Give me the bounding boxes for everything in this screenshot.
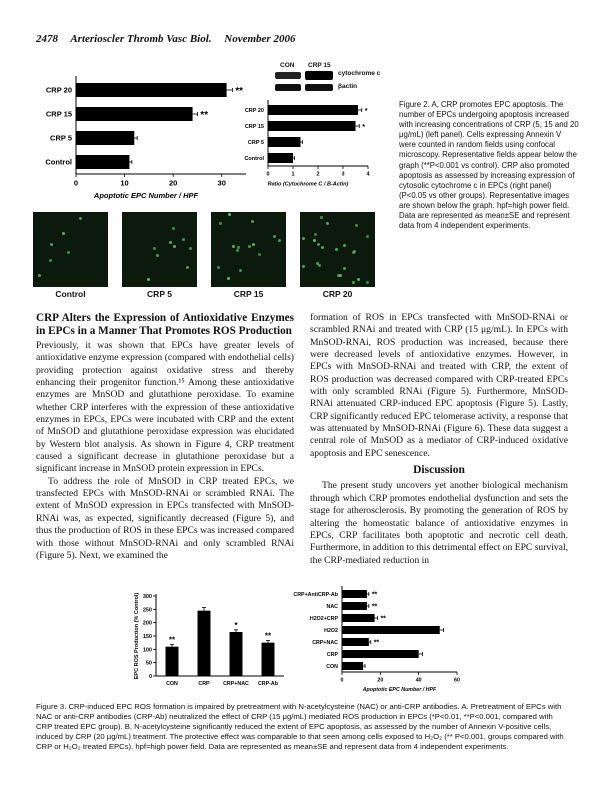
cell-dot (326, 222, 329, 225)
bar (166, 647, 179, 676)
blot-band-label: βactin (338, 83, 358, 90)
significance-marker: ** (371, 591, 378, 599)
significance-marker: ** (380, 615, 386, 623)
cell-dot (217, 266, 220, 269)
x-tick-label: 2 (316, 171, 320, 178)
x-tick-label: 40 (415, 677, 422, 684)
bar (342, 614, 375, 622)
cell-dot (169, 241, 172, 244)
bar (76, 155, 129, 169)
cell-dot (38, 274, 41, 277)
blot-band (305, 84, 333, 91)
issue-date: November 2006 (224, 33, 296, 45)
cell-dot (337, 274, 340, 277)
micrograph-label: Control (55, 289, 86, 299)
cell-dot (67, 251, 70, 254)
y-tick-label: 300 (142, 594, 152, 600)
x-tick-label: 4 (366, 171, 370, 178)
y-tick-label: 0 (148, 674, 152, 680)
cell-dot (313, 239, 316, 242)
category-label: CRP+AntiCRP-Ab (293, 591, 338, 598)
cell-dot (335, 248, 338, 251)
bar (76, 131, 134, 145)
x-axis-label: Apoptotic EPC Number / HPF (93, 190, 199, 200)
significance-marker: * (234, 620, 238, 630)
blot-band (305, 71, 333, 80)
western-blot (272, 62, 397, 98)
cell-dot (252, 243, 255, 246)
figure3-panel-b-chart (285, 586, 470, 700)
cell-dot (302, 237, 305, 240)
x-tick-label: 60 (454, 677, 460, 684)
y-axis-label: EPC ROS Production (% Control) (134, 592, 140, 680)
category-label: CRP 15 (244, 123, 264, 130)
cell-dot (189, 247, 192, 250)
y-tick-label: 200 (142, 620, 152, 627)
cell-dot (153, 247, 156, 250)
cell-dot (232, 245, 235, 248)
cell-dot (156, 254, 159, 257)
cell-dot (228, 213, 231, 216)
bar (198, 611, 211, 676)
cell-dot (352, 281, 355, 284)
cell-dot (172, 227, 175, 230)
cell-dot (343, 267, 346, 270)
paragraph: To address the role of MnSOD in CRP treated EPCs, we transfected EPCs with MnSOD-RNAi or scrambled RNAi. The extent of MnSOD expression in EPCs transfected with MnSOD-RNAi was, as expected, significantly decreased (Figure 5), and thus the production of ROS in these EPCs was increased compared with those without MnSOD-RNAi and only scrambled RNAi (Figure 5). Next, we examined the (36, 475, 294, 561)
figure2-panel-b-chart (235, 98, 395, 208)
cell-dot (314, 233, 317, 236)
cell-dot (366, 281, 369, 284)
cell-dot (237, 246, 240, 249)
significance-marker: ** (371, 603, 378, 611)
cell-dot (258, 253, 261, 256)
micrograph-crp15 (211, 212, 286, 287)
category-label: H2O2+CRP (309, 615, 338, 622)
micrograph-control (33, 212, 108, 287)
x-tick-label: CRP-Ab (257, 681, 279, 687)
category-label: CON (326, 663, 338, 670)
bar (268, 153, 293, 163)
category-label: CRP 20 (244, 107, 264, 114)
significance-marker: ** (200, 109, 209, 121)
x-tick-label: 30 (217, 178, 226, 188)
cell-dot (182, 238, 185, 241)
x-tick-label: 20 (168, 178, 178, 188)
bar (342, 602, 367, 610)
micrograph-label: CRP 5 (147, 289, 172, 299)
bar (76, 107, 193, 121)
cell-dot (236, 249, 239, 252)
y-tick-label: 50 (145, 660, 152, 667)
significance-marker: * (364, 106, 368, 115)
paragraph: Previously, it was shown that EPCs have greater levels of antioxidative enzyme expression (compared with endothelial cells) providing protection against oxidative stress and thereby enhancing their progenitor function.¹⁵ Among these antioxidative enzymes are MnSOD and glutathione peroxidase. To examine whether CRP interferes with the expression of these antioxidative enzymes in EPCs, EPCs were incubated with CRP and the extent of MnSOD and glutathione peroxidase expression was elucidated by Western blot analysis. As shown in Figure 4, CRP treatment caused a significant decrease in glutathione peroxidase but a significant increase in MnSOD protein expression in EPCs. (36, 340, 294, 475)
running-head (36, 33, 305, 45)
x-axis-label: Apoptotic EPC Number / HPF (362, 687, 437, 694)
micrograph-crp20 (300, 212, 375, 287)
journal-name: Arterioscler Thromb Vasc Biol. (70, 33, 212, 45)
micrograph-crp5 (122, 212, 197, 287)
bar (268, 121, 356, 131)
bar (342, 590, 367, 598)
significance-marker: * (362, 122, 366, 131)
x-tick-label: 1 (291, 171, 295, 178)
cell-dot (219, 222, 222, 225)
category-label: CRP+NAC (312, 639, 338, 646)
significance-marker: ** (264, 631, 272, 641)
cell-dot (50, 243, 53, 246)
category-label: CRP 20 (45, 85, 72, 95)
category-label: CRP 5 (50, 133, 72, 143)
cell-dot (49, 259, 52, 262)
micrograph-label: CRP 20 (322, 289, 353, 299)
paragraph: formation of ROS in EPCs transfected with MnSOD-RNAi or scrambled RNAi and treated with CRP (15 μg/mL). In EPCs with MnSOD-RNAi, ROS production was increased, because there were decreased levels of antioxidative enzymes. However, in EPCs with MnSOD-RNAi and treated with CRP, the extent of ROS production was decreased compared with CRP-treated EPCs with only scrambled RNAi (Figure 5). Furthermore, MnSOD-RNAi attenuated CRP-induced EPC apoptosis (Figure 5). Lastly, CRP significantly reduced EPC telomerase activity, a response that was attenuated by MnSOD-RNAi (Figure 6). These data suggest a central role of MnSOD as a mediator of CRP-induced oxidative apoptosis and EPC senescence. (310, 312, 568, 459)
page-number: 2478 (36, 33, 58, 45)
bar (342, 638, 369, 646)
cell-dot (173, 245, 176, 248)
cell-dot (302, 265, 305, 268)
x-tick-label: CRP+NAC (223, 681, 249, 687)
bar (268, 137, 301, 147)
cell-dot (248, 245, 251, 248)
figure3-caption: Figure 3. CRP-induced EPC ROS formation is impaired by pretreatment with N-acetylcysteine (NAC) or anti-CRP antibodies. A. Pretreatment of EPCs with NAC or anti-CRP antibodies (CRP-Ab) neutralized the effect of CRP (15 μg/mL) mediated ROS production in EPCs (*P<0.01, **P<0.001, compared with CRP treated EPC group). B, N-acetylcysteine significantly reduced the extent of EPC apoptosis, as assessed by the number of Annexin V-positive cells, induced by CRP (20 μg/mL) treatment. The protective effect was comparable to that seen among cells exposed to H₂O₂ (** P<0.001, groups compared with CRP or H₂O₂ treated EPCs). hpf=high power field. Data are represented as mean±SE and represent data from 4 independent experiments. (36, 702, 564, 751)
cell-dot (353, 250, 356, 253)
cell-dot (357, 278, 360, 281)
blot-lane-label: CRP 15 (308, 62, 331, 69)
cell-dot (227, 277, 230, 280)
cell-dot (321, 246, 324, 249)
x-tick-label: 20 (377, 677, 384, 684)
micrograph-label: CRP 15 (233, 289, 264, 299)
significance-marker: ** (373, 639, 380, 647)
blot-band-label: cytochrome c (338, 70, 381, 77)
figure3-panel-a-chart (130, 588, 290, 700)
category-label: Control (244, 155, 264, 162)
x-tick-label: 3 (341, 171, 345, 178)
cell-dot (317, 243, 320, 246)
cell-dot (273, 235, 276, 238)
category-label: Control (45, 157, 72, 167)
section-heading: CRP Alters the Expression of Antioxidative Enzymes in EPCs in a Manner That Promotes ROS Production (36, 312, 294, 337)
cell-dot (79, 217, 82, 220)
x-tick-label: CRP (198, 681, 210, 687)
paragraph: The present study uncovers yet another biological mechanism through which CRP promotes endothelial dysfunction and sets the stage for atherosclerosis. By promoting the generation of ROS by altering the homeostatic balance of antioxidative enzymes in EPCs, CRP facilitates both apoptotic and necrotic cell death. Furthermore, in addition to this detrimental effect on EPC survival, the CRP-mediated reduction in (310, 480, 569, 566)
cell-dot (251, 220, 254, 223)
cell-dot (186, 266, 189, 269)
bar (230, 632, 243, 676)
y-tick-label: 150 (142, 634, 152, 640)
cell-dot (278, 239, 281, 242)
blot-band (275, 72, 301, 79)
significance-marker: ** (168, 635, 176, 645)
figure2-panel-a-chart (20, 72, 270, 204)
y-tick-label: 250 (142, 607, 152, 614)
bar (76, 83, 227, 97)
cell-dot (366, 235, 369, 238)
left-column (36, 312, 294, 562)
category-label: CRP 15 (45, 109, 72, 119)
category-label: CRP (326, 651, 338, 658)
discussion-heading: Discussion (413, 464, 465, 477)
bar (342, 650, 419, 658)
cell-dot (62, 232, 65, 235)
blot-lane-label: CON (280, 62, 295, 69)
cell-dot (318, 264, 321, 267)
x-tick-label: 0 (266, 171, 270, 178)
figure2-caption: Figure 2. A, CRP promotes EPC apoptosis. The number of EPCs undergoing apoptosis increased with increasing concentrations of CRP (5, 15 and 20 μg/mL) (left panel). Cells expressing Annexin V were counted in random fields using confocal microscopy. Representative fields appear below the graph (**P<0.001 vs control). CRP also promoted apoptosis as assessed by increasing expression of cytosolic cytochrome c in EPCs (right panel) (P<0.05 vs other groups). Representative images are shown below the graph. hpf=high power field. Data are represented as mean±SE and represent data from 4 independent experiments. (399, 100, 579, 231)
x-tick-label: 0 (340, 677, 344, 684)
cell-dot (320, 216, 323, 219)
x-tick-label: CON (166, 681, 178, 687)
cell-dot (147, 278, 150, 281)
x-tick-label: 0 (73, 178, 79, 188)
y-tick-label: 100 (142, 647, 152, 654)
right-column (310, 312, 568, 567)
blot-band (275, 84, 301, 91)
bar (342, 626, 440, 634)
cell-dot (355, 224, 358, 227)
category-label: CRP 5 (247, 139, 264, 146)
cell-dot (343, 244, 346, 247)
bar (262, 643, 275, 676)
significance-marker: ** (235, 85, 243, 97)
cell-dot (239, 269, 242, 272)
bar (268, 105, 358, 115)
bar (342, 662, 363, 670)
x-axis-label: Ratio (Cytochrome C / B-Actin) (267, 181, 349, 188)
category-label: H2O2 (324, 627, 338, 634)
category-label: NAC (326, 603, 338, 610)
x-tick-label: 10 (120, 178, 129, 188)
